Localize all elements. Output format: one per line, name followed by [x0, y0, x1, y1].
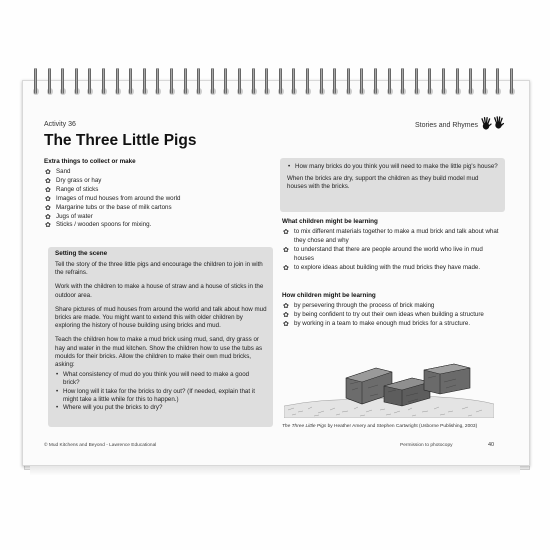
bullet-item [44, 195, 264, 204]
bullet-item [282, 264, 502, 273]
bullet-item [282, 320, 502, 329]
bullet-item [282, 228, 502, 246]
binding-coil [320, 68, 323, 94]
scene-paragraph: Tell the story of the three little pigs and encourage the children to join in with the refrains. [55, 261, 263, 277]
flower-bullet-icon: ✿ [45, 195, 51, 203]
scene-paragraph: Teach the children how to make a mud brick using mud, sand, dry grass or hay and water in the mud kitchen. Show the children how to use the tubs as moulds for their bricks. Allow the children to make their own mud bricks, asking: [55, 336, 263, 369]
flower-bullet-icon: ✿ [283, 264, 289, 272]
binding-coil [156, 68, 159, 94]
bullet-text: by working in a team to make enough mud bricks for a structure. [294, 319, 471, 327]
binding-coil [374, 68, 377, 94]
binding-coil [184, 68, 187, 94]
question-item: • What consistency of mud do you think you will need to make a good brick? [55, 371, 267, 387]
binding-coil [360, 68, 363, 94]
binding-coil [388, 68, 391, 94]
bullet-text: Sticks / wooden spoons for mixing. [56, 221, 152, 229]
flower-bullet-icon: ✿ [45, 213, 51, 221]
what-learning-heading: What children might be learning [282, 218, 378, 225]
binding-coil [88, 68, 91, 94]
how-learning-heading: How children might be learning [282, 292, 376, 299]
bullet-item [44, 221, 264, 230]
spiral-binding [34, 68, 518, 96]
binding-coil [442, 68, 445, 94]
continued-section [287, 163, 499, 198]
binding-coil [252, 68, 255, 94]
build-note: When the bricks are dry, support the children as they build model mud houses with the bricks. [287, 175, 479, 191]
bullet-text: to mix different materials together to make a mud brick and talk about what they chose and why [294, 228, 499, 244]
permission-footer: Permission to photocopy [400, 443, 453, 448]
flower-bullet-icon: ✿ [283, 311, 289, 319]
how-learning-section [282, 292, 502, 329]
bullet-text: Range of sticks [56, 185, 99, 193]
scene-paragraph: Work with the children to make a house of straw and a house of sticks in the outdoor area. [55, 283, 264, 299]
bullet-item [44, 168, 264, 177]
question-item: • Where will you put the bricks to dry? [55, 404, 267, 412]
flower-bullet-icon: ✿ [283, 303, 289, 310]
how-learning-list [282, 302, 502, 329]
bullet-item [44, 204, 264, 213]
binding-coil [224, 68, 227, 94]
bullet-text: by persevering through the process of brick making [294, 302, 435, 309]
book-credit: by Heather Amery and Stephen Cartwright (Usborne Publishing, 2003) [326, 424, 478, 429]
flower-bullet-icon: ✿ [45, 177, 51, 185]
bullet-text: Images of mud houses from around the world [56, 194, 181, 202]
binding-coil [496, 68, 499, 94]
binding-coil [265, 68, 268, 94]
binding-coil [75, 68, 78, 94]
binding-coil [34, 68, 37, 94]
flower-bullet-icon: ✿ [283, 229, 289, 236]
binding-coil [143, 68, 146, 94]
bullet-item [44, 186, 264, 195]
binding-coil [306, 68, 309, 94]
binding-coil [415, 68, 418, 94]
page-base-shadow [30, 466, 520, 476]
extra-things-section [44, 158, 264, 230]
binding-coil [279, 68, 282, 94]
binding-coil [510, 68, 513, 94]
section-label: Stories and Rhymes [414, 122, 478, 129]
binding-coil [61, 68, 64, 94]
page-title: The Three Little Pigs [44, 132, 197, 149]
bullet-item [44, 177, 264, 186]
binding-coil [211, 68, 214, 94]
what-learning-section [282, 218, 502, 273]
scene-questions [55, 371, 267, 412]
question-item: • How long will it take for the bricks to dry out? (If needed, explain that it might take a little while for this to happen.) [55, 388, 267, 404]
flower-bullet-icon: ✿ [283, 246, 289, 254]
continued-questions [287, 163, 499, 171]
binding-coil [347, 68, 350, 94]
bullet-text: Dry grass or hay [56, 176, 102, 184]
activity-number: Activity 36 [44, 121, 76, 128]
binding-coil [469, 68, 472, 94]
bullet-item [282, 311, 502, 320]
flower-bullet-icon: ✿ [45, 186, 51, 194]
handprints-icon [480, 116, 506, 132]
binding-coil [116, 68, 119, 94]
binding-coil [292, 68, 295, 94]
binding-coil [170, 68, 173, 94]
bullet-item [282, 302, 502, 311]
setting-scene-section [55, 250, 267, 412]
binding-coil [129, 68, 132, 94]
copyright-footer: © Mud Kitchens and Beyond - Lawrence Educational [44, 443, 157, 448]
binding-coil [483, 68, 486, 94]
binding-coil [48, 68, 51, 94]
bullet-item [44, 213, 264, 222]
bullet-text: Jugs of water [56, 212, 93, 220]
bullet-text: by being confident to try out their own ideas when building a structure [294, 310, 484, 318]
book-title: The Three Little Pigs [282, 424, 327, 429]
binding-coil [197, 68, 200, 94]
bullet-text: Margarine tubs or the base of milk cartons [56, 203, 172, 211]
setting-scene-heading: Setting the scene [55, 250, 108, 257]
bullet-text: to explore ideas about building with the mud bricks they have made. [294, 263, 481, 271]
binding-coil [238, 68, 241, 94]
page-number: 40 [488, 442, 495, 448]
bullet-item [282, 246, 502, 264]
binding-coil [401, 68, 404, 94]
extra-things-heading: Extra things to collect or make [44, 158, 136, 165]
flower-bullet-icon: ✿ [283, 320, 289, 328]
extra-things-list [44, 168, 264, 230]
bullet-text: Sand [56, 168, 71, 175]
mud-bricks-illustration [284, 348, 494, 418]
what-learning-list [282, 228, 502, 273]
binding-coil [333, 68, 336, 94]
question-item: • How many bricks do you think you will need to make the little pig's house? [287, 163, 499, 171]
bullet-text: to understand that there are people around the world who live in mud houses [294, 245, 483, 262]
scene-paragraph: Share pictures of mud houses from around the world and talk about how mud bricks are made. You might want to extend this with older children by exploring the history of house building using bricks and mud. [55, 305, 267, 330]
flower-bullet-icon: ✿ [45, 222, 51, 230]
flower-bullet-icon: ✿ [45, 204, 51, 212]
binding-coil [428, 68, 431, 94]
flower-bullet-icon: ✿ [45, 169, 51, 176]
binding-coil [102, 68, 105, 94]
binding-coil [456, 68, 459, 94]
illustration-caption [282, 424, 508, 429]
